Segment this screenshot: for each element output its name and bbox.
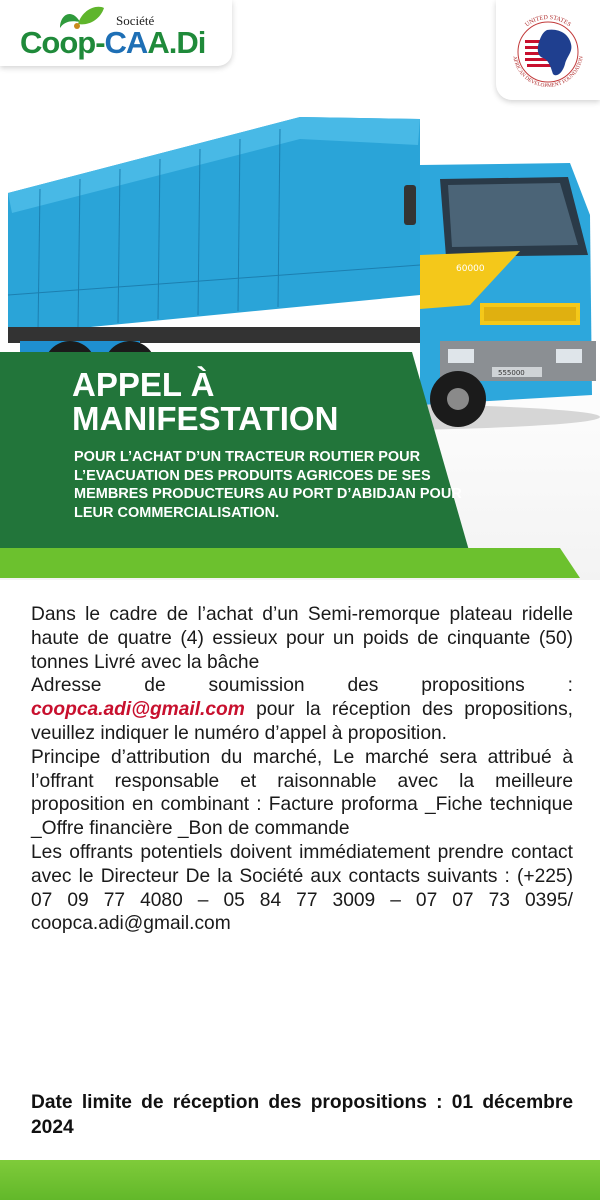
submission-instructions: pour la réception des propositions, veuillez indiquer le numéro d’appel à proposition. (31, 699, 573, 744)
paragraph-contacts: Les offrants potentiels doivent immédiatement prendre contact avec le Directeur De la Société aux contacts suivants : (+225) 07 09 77 4080 – 05 84 77 3009 – 07 07 73 0395/ coopca.adi@gmail.com (31, 841, 573, 935)
logo-societe-text: Société (116, 13, 155, 28)
deadline-text: Date limite de réception des propositions : 01 décembre 2024 (31, 1092, 573, 1138)
paragraph-submission (31, 674, 573, 745)
coop-caadi-logo (0, 0, 232, 66)
logo-main-part2: CA (104, 25, 148, 60)
title-line-2: MANIFESTATION (72, 400, 339, 437)
truck-badge: 60000 (456, 264, 485, 274)
logo-main-text (20, 25, 205, 61)
title-line-1: APPEL À (72, 366, 215, 403)
usadf-ring-bottom: AFRICAN DEVELOPMENT FOUNDATION (511, 55, 585, 90)
usadf-seal-icon (503, 8, 593, 92)
svg-text:555000: 555000 (498, 369, 525, 377)
hero-section (0, 0, 600, 580)
usadf-logo (496, 0, 600, 100)
submission-label: Adresse de soumission des propositions : (31, 675, 573, 697)
logo-main-part1: Coop- (20, 25, 105, 60)
usadf-ring-top: UNITED STATES (523, 13, 573, 29)
paragraph-award-principle: Principe d’attribution du marché, Le marché sera attribué à l’offrant responsable et raisonnable avec la meilleure proposition en combinant : Facture proforma _Fiche technique _Offre financière _Bon de commande (31, 746, 573, 840)
footer-strip (0, 1160, 600, 1200)
logo-main-part3: A.Di (147, 25, 206, 60)
svg-text:UNITED STATES (524, 14, 573, 29)
submission-email-link[interactable]: coopca.adi@gmail.com (31, 699, 245, 721)
page-title (72, 368, 338, 436)
paragraph-purchase: Dans le cadre de l’achat d’un Semi-remorque plateau ridelle haute de quatre (4) essieux pour un poids de cinquante (50) tonnes Livré avec la bâche (31, 604, 573, 673)
announcement-body (31, 603, 573, 936)
accent-banner (0, 548, 580, 578)
page-subtitle: POUR L’ACHAT D’UN TRACTEUR ROUTIER POUR L’EVACUATION DES PRODUITS AGRICOES DE SES MEMBRES PRODUCTEURS AU PORT D’ABIDJAN POUR LEUR COMMERCIALISATION. (74, 449, 462, 521)
